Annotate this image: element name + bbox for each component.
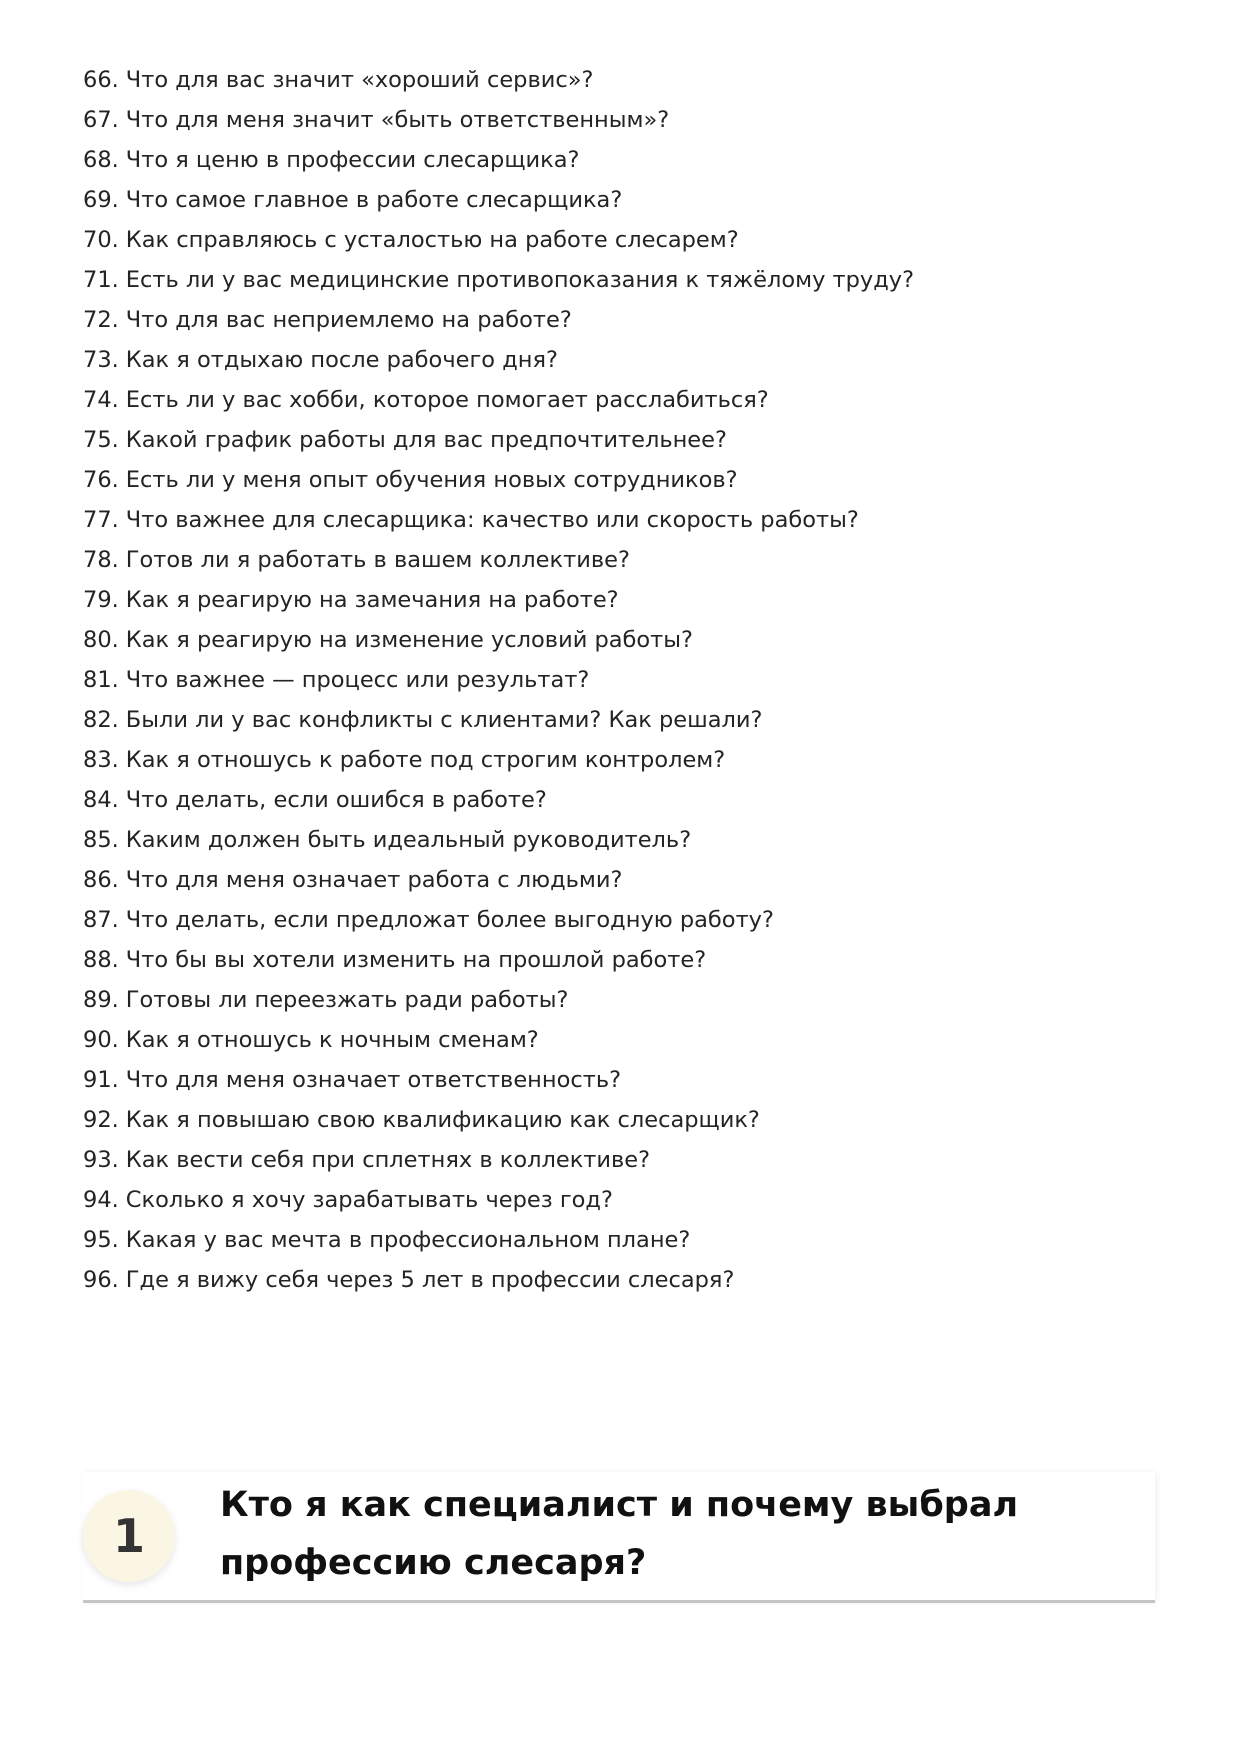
question-text: Как я отдыхаю после рабочего дня?	[125, 347, 558, 373]
question-item	[83, 220, 1163, 260]
question-text: Что бы вы хотели изменить на прошлой работе?	[125, 947, 707, 973]
question-text: Что важнее для слесарщика: качество или скорость работы?	[125, 507, 859, 533]
question-item	[83, 940, 1163, 980]
question-text: Как я отношусь к ночным сменам?	[125, 1027, 539, 1053]
question-item	[83, 260, 1163, 300]
question-number: 92.	[83, 1107, 119, 1133]
question-item	[83, 620, 1163, 660]
question-text: Готов ли я работать в вашем коллективе?	[125, 547, 630, 573]
question-text: Что важнее — процесс или результат?	[125, 667, 590, 693]
question-number: 96.	[83, 1267, 119, 1293]
question-item	[83, 180, 1163, 220]
question-text: Что для меня означает ответственность?	[125, 1067, 622, 1093]
question-text: Готовы ли переезжать ради работы?	[125, 987, 569, 1013]
question-item	[83, 100, 1163, 140]
question-number: 88.	[83, 947, 119, 973]
question-number: 87.	[83, 907, 119, 933]
question-number: 67.	[83, 107, 119, 133]
question-number: 76.	[83, 467, 119, 493]
question-number: 77.	[83, 507, 119, 533]
question-text: Что для меня значит «быть ответственным»?	[125, 107, 670, 133]
section-header	[83, 1472, 1155, 1603]
question-item	[83, 580, 1163, 620]
question-number: 66.	[83, 67, 119, 93]
question-number: 83.	[83, 747, 119, 773]
question-text: Как я реагирую на изменение условий работы?	[125, 627, 693, 653]
question-item	[83, 1260, 1163, 1300]
question-number: 70.	[83, 227, 119, 253]
question-text: Что делать, если предложат более выгодную работу?	[125, 907, 774, 933]
question-number: 75.	[83, 427, 119, 453]
question-item	[83, 500, 1163, 540]
question-item	[83, 380, 1163, 420]
question-number: 85.	[83, 827, 119, 853]
question-text: Как я реагирую на замечания на работе?	[125, 587, 619, 613]
question-item	[83, 460, 1163, 500]
question-text: Есть ли у меня опыт обучения новых сотрудников?	[125, 467, 738, 493]
question-number: 91.	[83, 1067, 119, 1093]
question-text: Что для вас неприемлемо на работе?	[125, 307, 572, 333]
section-title: Кто я как специалист и почему выбрал профессию слесаря?	[220, 1485, 1019, 1583]
question-text: Были ли у вас конфликты с клиентами? Как решали?	[125, 707, 763, 733]
question-item	[83, 820, 1163, 860]
question-number: 73.	[83, 347, 119, 373]
question-item	[83, 660, 1163, 700]
question-text: Какая у вас мечта в профессиональном плане?	[125, 1227, 691, 1253]
question-number: 90.	[83, 1027, 119, 1053]
question-item	[83, 420, 1163, 460]
question-item	[83, 740, 1163, 780]
question-number: 81.	[83, 667, 119, 693]
question-number: 93.	[83, 1147, 119, 1173]
question-number: 84.	[83, 787, 119, 813]
question-text: Какой график работы для вас предпочтительнее?	[125, 427, 727, 453]
question-number: 80.	[83, 627, 119, 653]
question-item	[83, 340, 1163, 380]
question-number: 71.	[83, 267, 119, 293]
question-number: 74.	[83, 387, 119, 413]
question-text: Что самое главное в работе слесарщика?	[125, 187, 623, 213]
question-item	[83, 1020, 1163, 1060]
question-text: Что делать, если ошибся в работе?	[125, 787, 547, 813]
step-number-badge: 1	[83, 1490, 175, 1582]
question-number: 68.	[83, 147, 119, 173]
question-item	[83, 1180, 1163, 1220]
question-number: 86.	[83, 867, 119, 893]
question-number: 72.	[83, 307, 119, 333]
question-number: 78.	[83, 547, 119, 573]
question-text: Есть ли у вас медицинские противопоказания к тяжёлому труду?	[125, 267, 915, 293]
question-item	[83, 780, 1163, 820]
question-number: 95.	[83, 1227, 119, 1253]
question-text: Что для меня означает работа с людьми?	[125, 867, 623, 893]
question-item	[83, 900, 1163, 940]
question-number: 89.	[83, 987, 119, 1013]
question-list	[83, 60, 1163, 1300]
question-item	[83, 1060, 1163, 1100]
question-text: Как я повышаю свою квалификацию как слесарщик?	[125, 1107, 760, 1133]
question-text: Что я ценю в профессии слесарщика?	[125, 147, 580, 173]
question-text: Что для вас значит «хороший сервис»?	[125, 67, 594, 93]
question-text: Каким должен быть идеальный руководитель?	[125, 827, 692, 853]
question-item	[83, 1220, 1163, 1260]
question-text: Где я вижу себя через 5 лет в профессии слесаря?	[125, 1267, 735, 1293]
question-item	[83, 1140, 1163, 1180]
question-item	[83, 860, 1163, 900]
question-number: 82.	[83, 707, 119, 733]
question-item	[83, 60, 1163, 100]
question-item	[83, 300, 1163, 340]
question-item	[83, 980, 1163, 1020]
question-number: 79.	[83, 587, 119, 613]
question-number: 69.	[83, 187, 119, 213]
question-item	[83, 1100, 1163, 1140]
question-text: Как вести себя при сплетнях в коллективе?	[125, 1147, 651, 1173]
question-number: 94.	[83, 1187, 119, 1213]
question-text: Как справляюсь с усталостью на работе слесарем?	[125, 227, 739, 253]
question-item	[83, 140, 1163, 180]
question-text: Сколько я хочу зарабатывать через год?	[125, 1187, 613, 1213]
question-text: Как я отношусь к работе под строгим контролем?	[125, 747, 726, 773]
question-item	[83, 700, 1163, 740]
question-item	[83, 540, 1163, 580]
question-text: Есть ли у вас хобби, которое помогает расслабиться?	[125, 387, 769, 413]
